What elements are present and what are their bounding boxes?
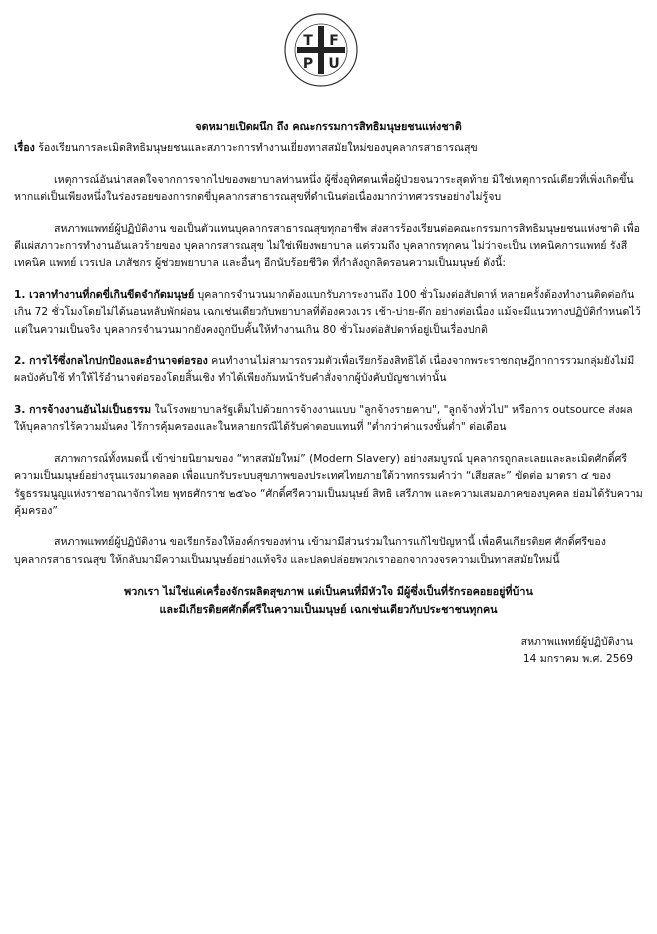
closing-line: และมีเกียรติยศศักดิ์ศรีในความเป็นมนุษย์ เฉกเช่นเดียวกับประชาชนทุกคน	[159, 602, 498, 616]
point-heading: 1. เวลาทำงานที่กดขี่เกินขีดจำกัดมนุษย์	[14, 288, 195, 301]
letter-body	[14, 118, 643, 669]
point-no-protection	[14, 353, 643, 388]
closing-statement	[14, 583, 643, 618]
union-logo	[283, 12, 359, 88]
point-text: ในโรงพยาบาลรัฐเต็มไปด้วยการจ้างงานแบบ "ลูกจ้างรายคาบ", "ลูกจ้างทั่วไป" หรือการ outsource ส่งผลให้บุคลากรไร้ความมั่นคง ไร้การคุ้มครองและในหลายกรณีได้รับค่าตอบแทนที่ "ต่ำกว่าค่าแรงขั้นต่ำ" ต่อเดือน	[14, 403, 633, 434]
logo-letter-f: F	[329, 33, 339, 49]
logo-letter-u: U	[328, 56, 340, 72]
signature-org: สหภาพแพทย์ผู้ปฏิบัติงาน	[520, 635, 633, 648]
logo-letter-t: T	[303, 33, 313, 49]
intro-paragraph: เหตุการณ์อันน่าสลดใจจากการจากไปของพยาบาลท่านหนึ่ง ผู้ซึ่งอุทิศตนเพื่อผู้ป่วยจนวาระสุดท้าย มิใช่เหตุการณ์เดียวที่เพิ่งเกิดขึ้น หากแต่เป็นเพียงหนึ่งในร่องรอยของการกดขี่บุคลากรสาธารณสุขที่ดำเนินต่อเนื่องมากว่าทศวรรษอย่างไม่รู้จบ	[14, 173, 634, 204]
point-heading: 3. การจ้างงานอันไม่เป็นธรรม	[14, 403, 152, 416]
point-unfair-employment	[14, 402, 643, 437]
logo-letter-p: P	[302, 56, 314, 72]
signature-date: 14 มกราคม พ.ศ. 2569	[522, 653, 633, 666]
letter-subject	[14, 140, 643, 157]
union-seal-icon	[283, 12, 359, 88]
letter-title: จดหมายเปิดผนึก ถึง คณะกรรมการสิทธิมนุษยชนแห่งชาติ	[195, 120, 462, 133]
point-working-hours	[14, 287, 643, 339]
demand-paragraph: สหภาพแพทย์ผู้ปฏิบัติงาน ขอเรียกร้องให้องค์กรของท่าน เข้ามามีส่วนร่วมในการแก้ไขปัญหานี้ เพื่อคืนเกียรติยศ ศักดิ์ศรีของบุคลากรสาธารณสุข ให้กลับมามีความเป็นมนุษย์อย่างแท้จริง และปลดปล่อยพวกเราออกจากวงจรความเป็นทาสสมัยใหม่นี้	[14, 536, 606, 566]
modern-slavery-paragraph: สภาพการณ์ทั้งหมดนี้ เข้าข่ายนิยามของ “ทาสสมัยใหม่” (Modern Slavery) อย่างสมบูรณ์ บุคลากรถูกละเลยและละเมิดศักดิ์ศรีความเป็นมนุษย์อย่างรุนแรงมาตลอด เพื่อแบกรับระบบสุขภาพของประเทศไทยภายใต้วาทกรรมคำว่า “เสียสละ” ขัดต่อ มาตรา ๔ ของรัฐธรรมนูญแห่งราชอาณาจักรไทย พุทธศักราช ๒๕๖๐ “ศักดิ์ศรีความเป็นมนุษย์ สิทธิ เสรีภาพ และความเสมอภาคของบุคคล ย่อมได้รับความคุ้มครอง”	[14, 452, 643, 517]
point-text: บุคลากรจำนวนมากต้องแบกรับภาระงานถึง 100 ชั่วโมงต่อสัปดาห์ หลายครั้งต้องทำงานติดต่อกันเกิน 72 ชั่วโมงโดยไม่ได้นอนหลับพักผ่อน เฉกเช่นเดียวกับพยาบาลที่ต้องควงเวร เช้า-บ่าย-ดึก อย่างต่อเนื่อง แม้จะมีแนวทางปฏิบัติกำหนดไว้ แต่ในความเป็นจริง บุคลากรจำนวนมากยังคงถูกบีบคั้นให้ทำงานเกิน 80 ชั่วโมงต่อสัปดาห์อยู่เป็นเรื่องปกติ	[14, 288, 641, 336]
statement-paragraph: สหภาพแพทย์ผู้ปฏิบัติงาน ขอเป็นตัวแทนบุคลากรสาธารณสุขทุกอาชีพ ส่งสารร้องเรียนต่อคณะกรรมการสิทธิมนุษยชนแห่งชาติ เพื่อตีแผ่สภาวะการทำงานอันเลวร้ายของ บุคลากรสารณสุข ไม่ใช่เพียงพยาบาล แต่รวมถึง บุคลากรทุกคน ไม่ว่าจะเป็น เทคนิคการแพทย์ รังสีเทคนิค แพทย์ เวรเปล เภสัชกร ผู้ช่วยพยาบาล และอื่นๆ อีกนับร้อยชีวิต ที่กำลังถูกลิดรอนความเป็นมนุษย์ ดังนี้:	[14, 222, 640, 270]
signature-block	[14, 634, 643, 669]
point-text: คนทำงานไม่สามารถรวมตัวเพื่อเรียกร้องสิทธิได้ เนื่องจากพระราชกฤษฎีกาการรวมกลุ่มยังไม่มีผลบังคับใช้ ทำให้ไร้อำนาจต่อรองโดยสิ้นเชิง ทำได้เพียงก้มหน้ารับคำสั่งจากผู้บังคับบัญชาเท่านั้น	[14, 355, 635, 385]
closing-line: พวกเรา ไม่ใช่แค่เครื่องจักรผลิตสุขภาพ แต่เป็นคนที่มีหัวใจ มีผู้ซึ่งเป็นที่รักรอคอยอยู่ที่บ้าน	[124, 585, 533, 599]
subject-label: เรื่อง	[14, 142, 35, 155]
subject-text: ร้องเรียนการละเมิดสิทธิมนุษยชนและสภาวะการทำงานเยี่ยงทาสสมัยใหม่ของบุคลากรสาธารณสุข	[34, 142, 478, 155]
point-heading: 2. การไร้ซึ่งกลไกปกป้องและอำนาจต่อรอง	[14, 355, 208, 368]
